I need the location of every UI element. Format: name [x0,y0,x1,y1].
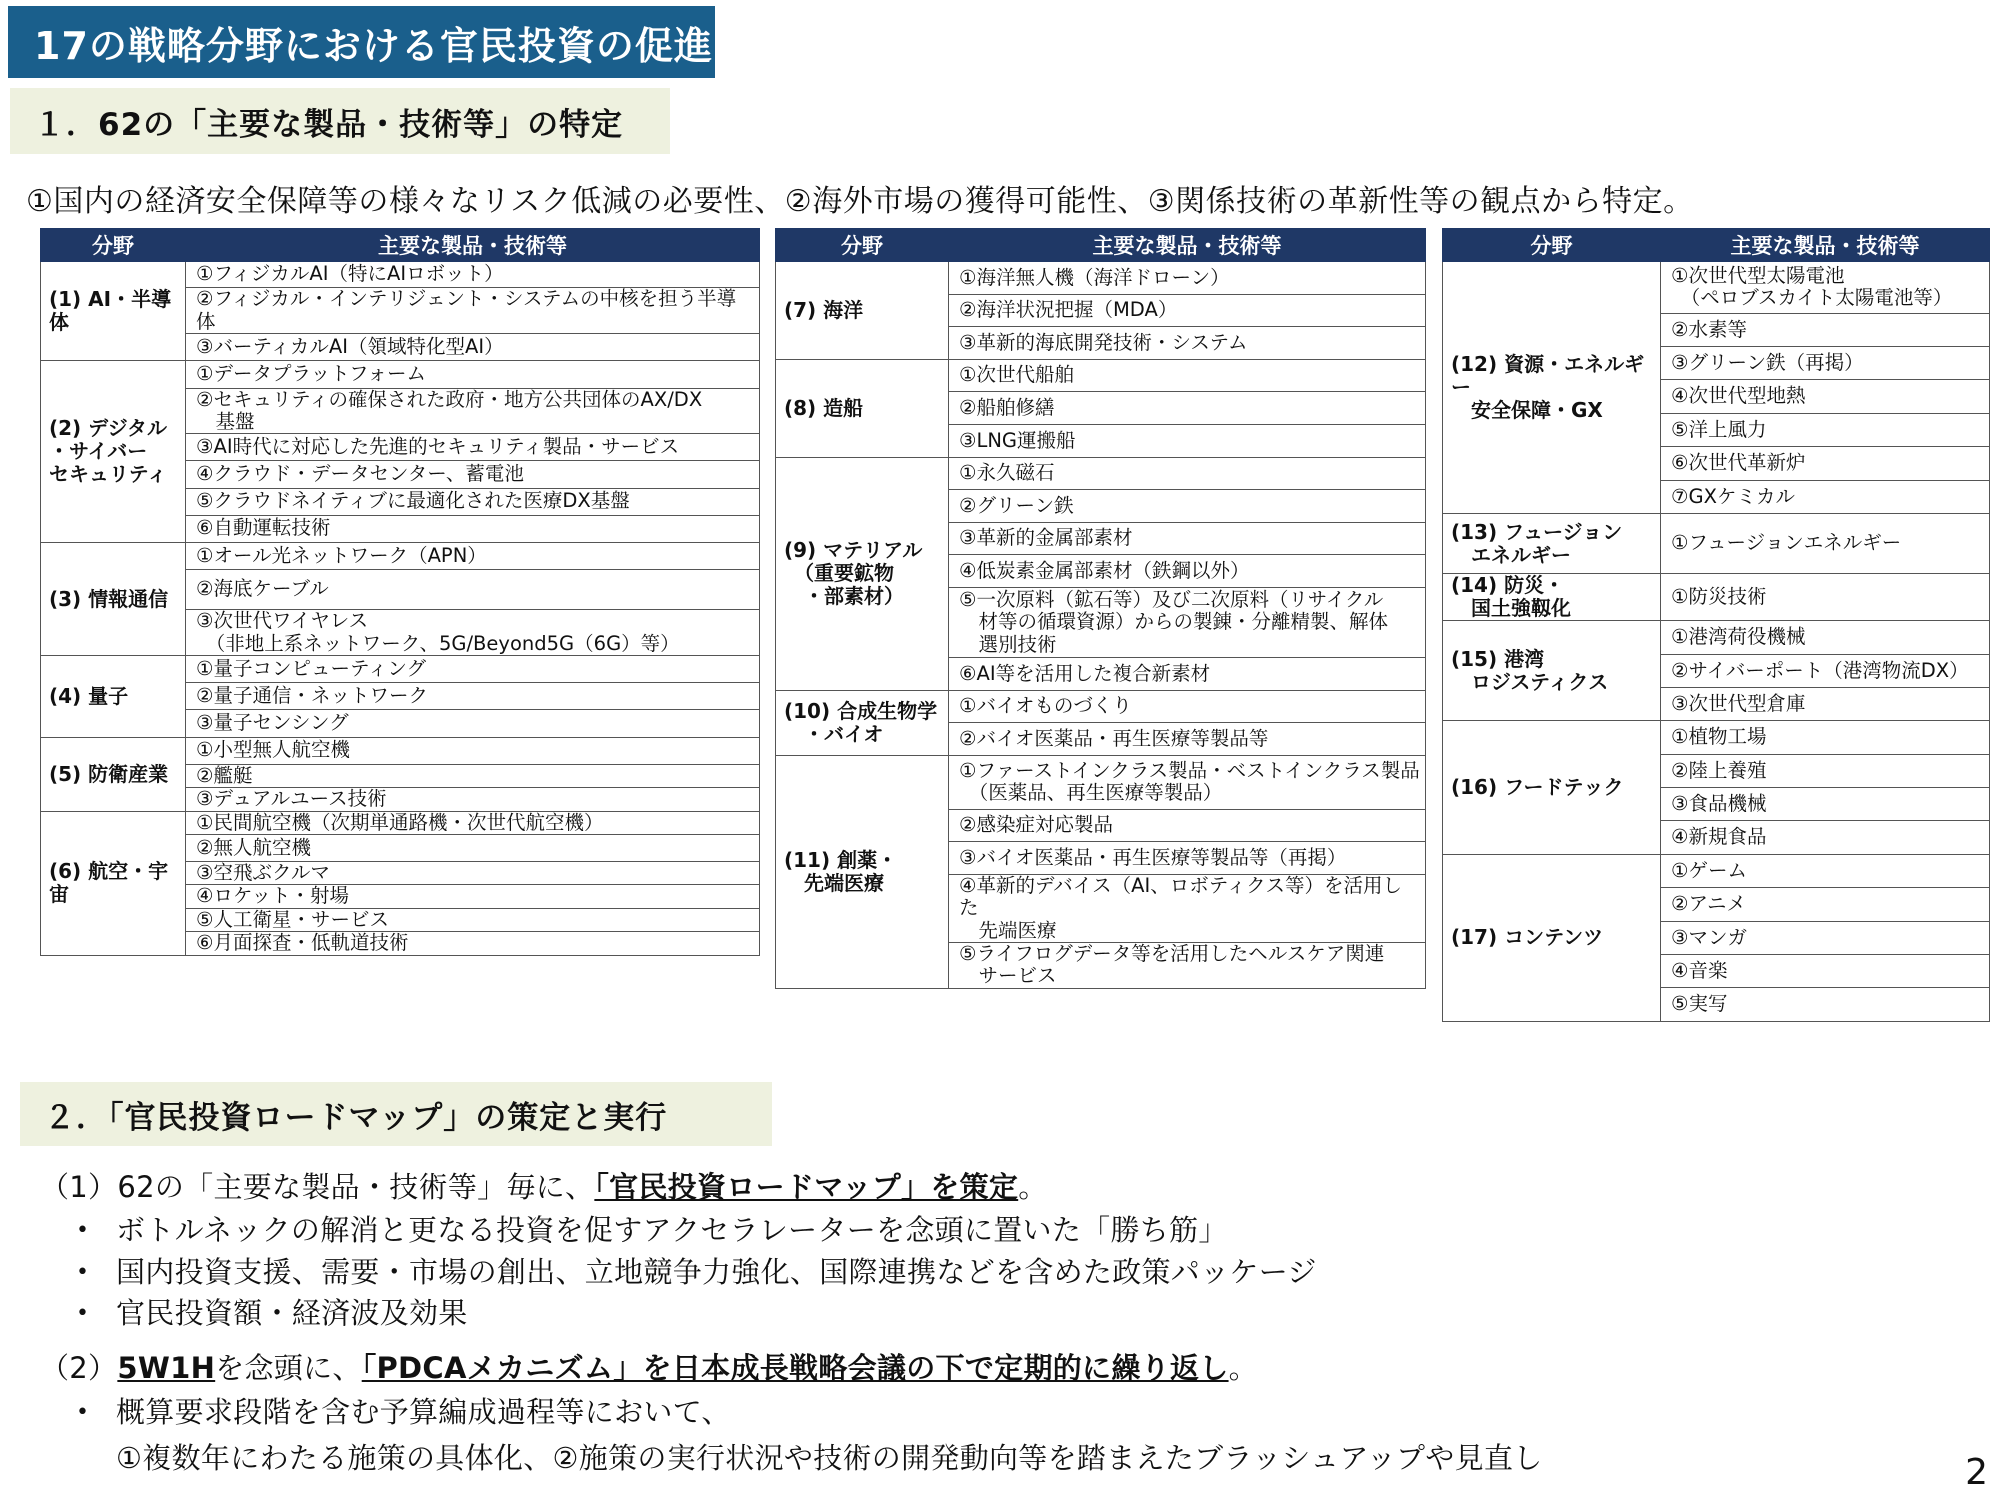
product-tech-cell [1661,513,1990,573]
product-tech-cell [186,710,760,737]
product-tech-item: ③バーティカルAI（領域特化型AI） [196,335,504,359]
product-tech-cell [1661,955,1990,988]
product-tech-cell [1661,621,1990,654]
pdca-paragraph-end: 。 [1228,1351,1258,1385]
roadmap-paragraph-lead: （1）62の「主要な製品・技術等」毎に、 [40,1170,595,1204]
field-name-cell [1443,513,1661,573]
pdca-paragraph-mid: を念頭に、 [215,1351,362,1385]
roadmap-bullet-2: 国内投資支援、需要・市場の創出、立地競争力強化、国際連携などを含めた政策パッケージ [116,1255,1317,1289]
product-tech-item: ②海底ケーブル [196,577,329,601]
table-row [41,656,760,683]
product-tech-cell [1661,313,1990,346]
product-tech-cell [1661,480,1990,513]
table-row [1443,513,1990,573]
product-tech-cell [1661,262,1990,314]
field-name: (12) 資源・エネルギー 安全保障・GX [1451,351,1645,422]
field-name: (16) フードテック [1451,775,1624,800]
field-name: (5) 防衛産業 [49,761,169,786]
field-name: (10) 合成生物学 ・バイオ [784,698,938,746]
section-2-heading: ２．「官民投資ロードマップ」の策定と実行 [20,1082,772,1146]
field-table-right [1442,228,1990,1022]
table-row [776,755,1426,809]
product-tech-cell [1661,854,1990,887]
product-tech-cell [186,811,760,834]
field-name: (1) AI・半導体 [49,287,172,335]
product-tech-item: ②陸上養殖 [1671,758,1767,782]
product-tech-item: ①防災技術 [1671,584,1767,608]
field-name-cell [1443,621,1661,721]
bullet-marker: • [76,1260,89,1285]
roadmap-paragraph [40,1165,1048,1206]
table-row [776,690,1426,723]
table-row [1443,262,1990,314]
product-tech-cell [186,683,760,710]
product-tech-cell [1661,413,1990,446]
product-tech-cell [949,522,1426,555]
product-tech-item: ④次世代型地熱 [1671,384,1806,408]
product-tech-item: ②感染症対応製品 [959,813,1113,837]
roadmap-paragraph-end: 。 [1018,1170,1048,1204]
product-tech-cell [949,587,1426,657]
product-tech-item: ⑤実写 [1671,992,1728,1016]
product-tech-cell [186,737,760,764]
column-header-items: 主要な製品・技術等 [1661,229,1990,262]
bullet-marker: • [76,1218,89,1243]
product-tech-cell [1661,447,1990,480]
product-tech-item: ④低炭素金属部素材（鉄鋼以外） [959,558,1250,582]
product-tech-item: ②艦艇 [196,763,253,787]
field-name-cell [41,811,186,955]
product-tech-item: ⑤一次原料（鉱石等）及び二次原料（リサイクル 材等の循環資源）からの製錬・分離精製、解体 選別技術 [959,587,1389,656]
product-tech-item: ②サイバーポート（港湾物流DX） [1671,658,1969,682]
product-tech-item: ③マンガ [1671,925,1747,949]
product-tech-item: ⑤クラウドネイティブに最適化された医療DX基盤 [196,489,630,513]
product-tech-cell [1661,821,1990,854]
product-tech-cell [949,327,1426,360]
table-row [41,542,760,569]
product-tech-item: ③LNG運搬船 [959,428,1076,452]
product-tech-cell [186,488,760,515]
bullet-marker: • [76,1400,89,1425]
product-tech-cell [1661,921,1990,954]
section-1-heading: １．62の「主要な製品・技術等」の特定 [10,88,670,154]
product-tech-item: ①データプラットフォーム [196,362,427,386]
product-tech-item: ③AI時代に対応した先進的セキュリティ製品・サービス [196,435,680,459]
product-tech-cell [1661,888,1990,921]
product-tech-item: ①海洋無人機（海洋ドローン） [959,265,1230,289]
product-tech-cell [949,359,1426,392]
product-tech-item: ⑤ライフログデータ等を活用したヘルスケア関連 サービス [959,942,1385,988]
product-tech-cell [1661,574,1990,621]
product-tech-item: ②アニメ [1671,892,1747,916]
product-tech-cell [949,424,1426,457]
column-header-field: 分野 [1443,229,1661,262]
roadmap-emphasis: 「官民投資ロードマップ」を策定 [594,1170,1019,1204]
pdca-paragraph-lead: （2） [40,1351,118,1385]
product-tech-item: ①ファーストインクラス製品・ベストインクラス製品 （医薬品、再生医療等製品） [959,758,1420,805]
product-tech-item: ⑥月面探査・低軌道技術 [196,931,409,955]
product-tech-item: ③食品機械 [1671,792,1767,816]
field-name-cell [1443,721,1661,855]
field-name: (14) 防災・ 国土強靱化 [1451,573,1571,621]
field-name: (6) 航空・宇宙 [49,859,169,907]
product-tech-cell [1661,754,1990,787]
field-name: (8) 造船 [784,395,864,420]
product-tech-cell [949,555,1426,588]
field-name: (9) マテリアル （重要鉱物 ・部素材） [784,538,923,609]
pdca-sub-line: ①複数年にわたる施策の具体化、②施策の実行状況や技術の開発動向等を踏まえたブラッシュアップや見直し [116,1441,1543,1475]
product-tech-item: ①植物工場 [1671,725,1767,749]
product-tech-item: ①小型無人航空機 [196,738,350,762]
roadmap-bullet-1: ボトルネックの解消と更なる投資を促すアクセラレーターを念頭に置いた「勝ち筋」 [116,1213,1228,1247]
roadmap-bullet-3: 官民投資額・経済波及効果 [116,1296,468,1330]
product-tech-cell [186,656,760,683]
table-row [1443,621,1990,654]
table-row [41,361,760,388]
product-tech-item: ③バイオ医薬品・再生医療等製品等（再掲） [959,845,1347,869]
product-tech-item: ④革新的デバイス（AI、ロボティクス等）を活用した 先端医療 [959,873,1402,942]
product-tech-cell [186,262,760,288]
field-table-middle [775,228,1426,989]
product-tech-item: ②無人航空機 [196,835,311,859]
field-name-cell [776,755,949,988]
field-name-cell [41,262,186,361]
product-tech-item: ②水素等 [1671,317,1747,341]
product-tech-cell [1661,988,1990,1021]
product-tech-cell [186,932,760,955]
product-tech-cell [1661,687,1990,720]
product-tech-cell [186,334,760,361]
product-tech-cell [186,569,760,610]
product-tech-cell [949,457,1426,490]
product-tech-item: ④クラウド・データセンター、蓄電池 [196,462,524,486]
product-tech-cell [1661,721,1990,754]
product-tech-cell [949,392,1426,425]
table-row [41,262,760,288]
field-name: (2) デジタル ・サイバー セキュリティ [49,416,167,487]
product-tech-item: ①民間航空機（次期単通路機・次世代航空機） [196,810,604,834]
product-tech-cell [186,610,760,656]
field-name-cell [41,737,186,811]
product-tech-cell [949,809,1426,842]
field-table-left [40,228,760,956]
table-row [1443,721,1990,754]
table-row [776,359,1426,392]
product-tech-item: ①量子コンピューティング [196,657,427,681]
field-name: (17) コンテンツ [1451,925,1604,950]
product-tech-cell [949,294,1426,327]
field-name-cell [1443,262,1661,514]
field-name-cell [41,361,186,542]
product-tech-item: ⑥自動運転技術 [196,516,331,540]
product-tech-item: ③革新的海底開発技術・システム [959,330,1248,354]
table-row [776,262,1426,295]
column-header-items: 主要な製品・技術等 [186,229,760,262]
product-tech-item: ②バイオ医薬品・再生医療等製品等 [959,726,1269,750]
column-header-field: 分野 [41,229,186,262]
product-tech-cell [186,788,760,811]
product-tech-item: ①次世代型太陽電池 （ペロブスカイト太陽電池等） [1671,263,1953,310]
column-header-items: 主要な製品・技術等 [949,229,1426,262]
product-tech-cell [186,834,760,861]
field-name: (4) 量子 [49,683,129,708]
product-tech-item: ④音楽 [1671,959,1728,983]
product-tech-item: ③革新的金属部素材 [959,526,1133,550]
product-tech-item: ①オール光ネットワーク（APN） [196,543,487,567]
field-name-cell [776,690,949,755]
field-name: (3) 情報通信 [49,586,169,611]
product-tech-item: ⑥次世代革新炉 [1671,451,1806,475]
product-tech-item: ②海洋状況把握（MDA） [959,298,1178,322]
product-tech-item: ④新規食品 [1671,825,1767,849]
product-tech-item: ③次世代ワイヤレス （非地上系ネットワーク、5G/Beyond5G（6G）等） [196,609,680,655]
product-tech-cell [186,388,760,434]
product-tech-item: ⑦GXケミカル [1671,484,1795,508]
field-name-cell [1443,574,1661,621]
field-name-cell [776,262,949,360]
product-tech-item: ②船舶修繕 [959,395,1055,419]
field-name-cell [41,656,186,737]
field-name: (11) 創薬・ 先端医療 [784,847,898,895]
product-tech-cell [949,755,1426,809]
product-tech-cell [186,434,760,461]
section-1-intro: ①国内の経済安全保障等の様々なリスク低減の必要性、②海外市場の獲得可能性、③関係技術の革新性等の観点から特定。 [26,184,1694,219]
field-name-cell [776,457,949,690]
product-tech-cell [949,874,1426,942]
product-tech-cell [1661,380,1990,413]
product-tech-item: ①ゲーム [1671,858,1747,882]
product-tech-item: ①次世代船舶 [959,363,1074,387]
pdca-paragraph [40,1346,1258,1387]
page-number: 2 [1965,1452,1988,1493]
product-tech-cell [949,943,1426,989]
product-tech-cell [1661,654,1990,687]
product-tech-item: ①フィジカルAI（特にAIロボット） [196,262,504,286]
column-header-field: 分野 [776,229,949,262]
product-tech-cell [1661,788,1990,821]
product-tech-item: ⑤洋上風力 [1671,417,1767,441]
product-tech-item: ①永久磁石 [959,461,1055,485]
product-tech-item: ③空飛ぶクルマ [196,861,330,885]
product-tech-cell [949,690,1426,723]
product-tech-item: ①バイオものづくり [959,694,1132,718]
product-tech-item: ③量子センシング [196,711,349,735]
product-tech-cell [949,658,1426,691]
field-name: (7) 海洋 [784,297,864,322]
product-tech-item: ⑤人工衛星・サービス [196,907,389,931]
field-name-cell [1443,854,1661,1021]
product-tech-cell [186,515,760,542]
pdca-emphasis: 「PDCAメカニズム」を日本成長戦略会議の下で定期的に繰り返し [361,1351,1229,1385]
product-tech-item: ②セキュリティの確保された政府・地方公共団体のAX/DX 基盤 [196,387,703,433]
table-row [776,457,1426,490]
field-name: (13) フュージョン エネルギー [1451,519,1623,567]
product-tech-item: ④ロケット・射場 [196,884,350,908]
product-tech-cell [186,862,760,885]
product-tech-cell [949,490,1426,523]
product-tech-item: ⑥AI等を活用した複合新素材 [959,661,1211,685]
bullet-marker: • [76,1301,89,1326]
product-tech-cell [186,908,760,931]
product-tech-cell [186,461,760,488]
product-tech-cell [186,361,760,388]
table-row [41,811,760,834]
field-name-cell [41,542,186,656]
product-tech-item: ②量子通信・ネットワーク [196,684,428,708]
product-tech-cell [1661,346,1990,379]
product-tech-item: ③グリーン鉄（再掲） [1671,350,1864,374]
product-tech-item: ③デュアルユース技術 [196,787,387,811]
product-tech-cell [949,262,1426,295]
product-tech-item: ②グリーン鉄 [959,493,1074,517]
table-row [1443,574,1990,621]
product-tech-item: ②フィジカル・インテリジェント・システムの中核を担う半導体 [196,287,737,333]
product-tech-cell [949,723,1426,756]
product-tech-cell [186,885,760,908]
product-tech-cell [186,764,760,787]
product-tech-cell [186,542,760,569]
product-tech-cell [186,288,760,334]
field-name-cell [776,359,949,457]
page-title: 17の戦略分野における官民投資の促進 [8,6,715,78]
table-row [41,737,760,764]
pdca-bullet: 概算要求段階を含む予算編成過程等において、 [116,1395,731,1429]
product-tech-cell [949,842,1426,875]
field-name: (15) 港湾 ロジスティクス [1451,646,1609,694]
product-tech-item: ①フュージョンエネルギー [1671,531,1902,555]
product-tech-item: ①港湾荷役機械 [1671,625,1806,649]
table-row [1443,854,1990,887]
product-tech-item: ③次世代型倉庫 [1671,691,1806,715]
5w1h-emphasis: 5W1H [117,1351,216,1385]
